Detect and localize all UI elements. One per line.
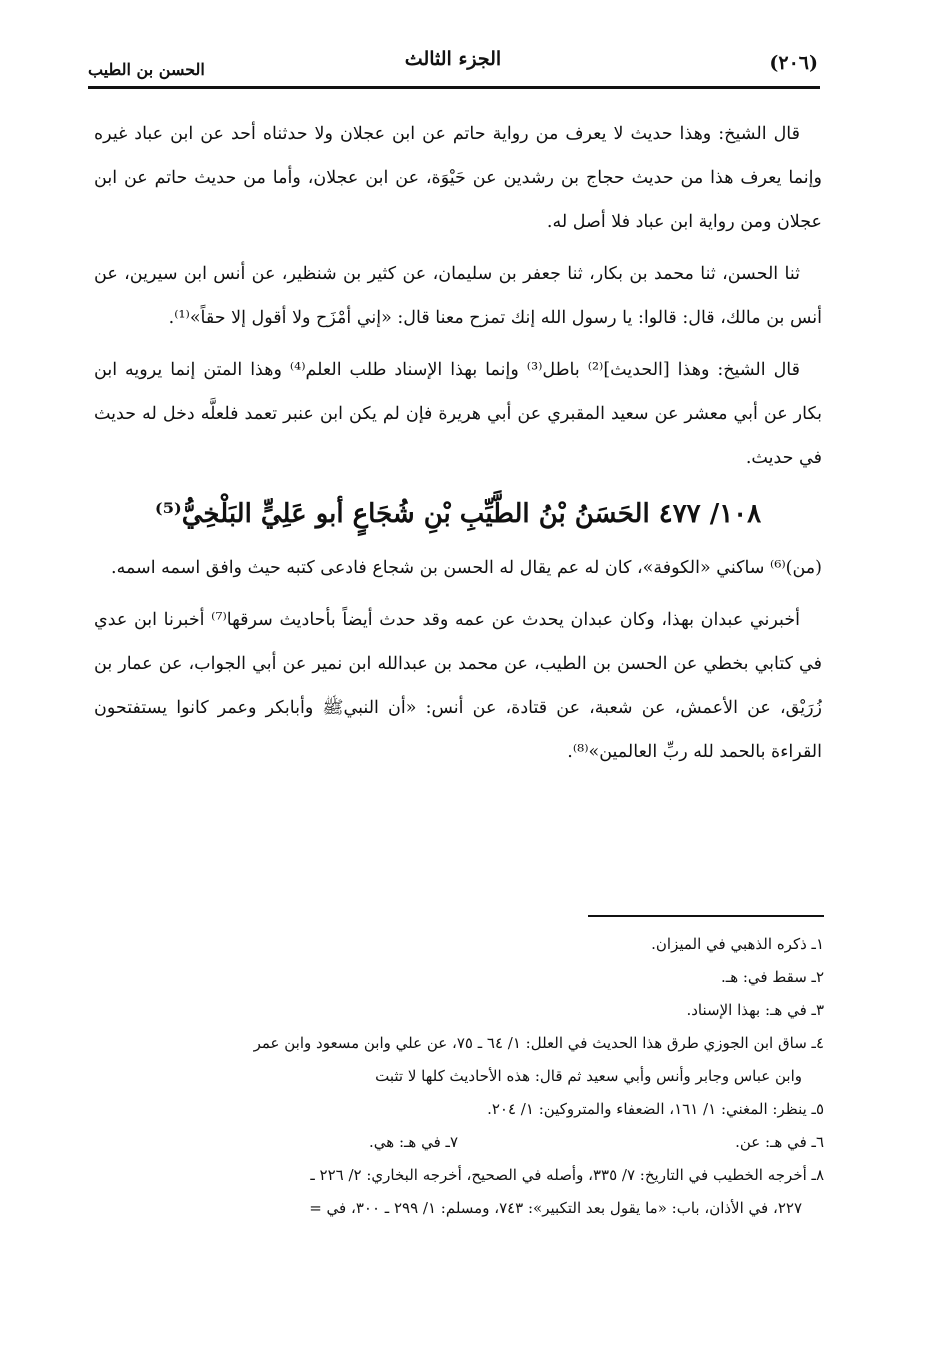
footnote-6: ٦ـ في هـ: عن.	[735, 1133, 824, 1151]
paragraph: (من)⁽⁶⁾ ساكني «الكوفة»، كان له عم يقال له الحسن بن شجاع فادعى كتبه حيث وافق اسمه اسمه.	[111, 558, 822, 578]
footnote-5: ٥ـ ينظر: المغني: ١/ ١٦١، الضعفاء والمتروكين: ١/ ٢٠٤.	[487, 1100, 824, 1118]
paragraph: قال الشيخ: وهذا حديث لا يعرف من رواية حاتم عن ابن عجلان ولا حدثناه أحد عن ابن عباد غيره وإنما يعرف هذا من حديث حجاج بن رشدين عن حَيْوَة، عن ابن عجلان، وأما من حديث حاتم عن ابن عجلان ومن رواية ابن عباد فلا أصل له.	[94, 124, 822, 232]
header-rule	[88, 86, 820, 89]
page-number: (٢٠٦)	[769, 52, 818, 74]
footnote-1: ١ـ ذكره الذهبي في الميزان.	[651, 935, 824, 953]
entry-running-title: الحسن بن الطيب	[88, 60, 205, 79]
footnote-2: ٢ـ سقط في: هـ.	[721, 968, 824, 986]
volume-title: الجزء الثالث	[404, 48, 502, 70]
footnote-4-continued: وابن عباس وجابر وأنس وأبي سعيد ثم قال: هذه الأحاديث كلها لا تثبت	[375, 1067, 802, 1085]
footnote-8: ٨ـ أخرجه الخطيب في التاريخ: ٧/ ٣٣٥، وأصله في الصحيح، أخرجه البخاري: ٢/ ٢٢٦ ـ	[310, 1166, 824, 1184]
footnote-4: ٤ـ ساق ابن الجوزي طرق هذا الحديث في العلل: ١/ ٦٤ ـ ٧٥، عن علي وابن مسعود وابن عمر	[253, 1034, 824, 1052]
footnote-7: ٧ـ في هـ: هي.	[369, 1133, 458, 1151]
main-text	[94, 112, 822, 782]
footnotes	[92, 928, 824, 1225]
footnote-row	[92, 1126, 824, 1159]
footnote-rule	[588, 915, 824, 917]
paragraph: ثنا الحسن، ثنا محمد بن بكار، ثنا جعفر بن سليمان، عن كثير بن شنظير، عن أنس ابن سيرين، عن أنس بن مالك، قال: قالوا: يا رسول الله إنك تمزح معنا قال: «إني أمْزَح ولا أقول إلا حقاً»⁽¹⁾.	[94, 264, 822, 328]
entry-title: ١٠٨/ ٤٧٧ الحَسَنُ بْنُ الطَّيِّبِ بْنِ شُجَاعٍ أبو عَلِيٍّ البَلْخِيُّ⁽⁵⁾	[154, 499, 762, 529]
running-header	[88, 46, 818, 82]
footnote-8-continued: ٢٢٧، في الأذان، باب: «ما يقول بعد التكبير»: ٧٤٣، ومسلم: ١/ ٢٩٩ ـ ٣٠٠، في =	[309, 1199, 802, 1217]
footnote-3: ٣ـ في هـ: بهذا الإسناد.	[686, 1001, 824, 1019]
paragraph: قال الشيخ: وهذا [الحديث]⁽²⁾ باطل⁽³⁾ وإنما بهذا الإسناد طلب العلم⁽⁴⁾ وهذا المتن إنما يرويه ابن بكار عن أبي معشر عن سعيد المقبري عن أبي هريرة فإن لم يكن ابن عنبر تعمد فلعلَّه دخل له حديث في حديث.	[94, 360, 822, 468]
paragraph: أخبرني عبدان بهذا، وكان عبدان يحدث عن عمه وقد حدث أيضاً بأحاديث سرقها⁽⁷⁾ أخبرنا ابن عدي في كتابي بخطي عن الحسن بن الطيب، عن محمد بن عبدالله ابن نمير عن أبي الجواب، عن عمار بن زُرَيْق، عن الأعمش، عن شعبة، عن قتادة، عن أنس: «أن النبيﷺ وأبابكر وعمر كانوا يستفتحون القراءة بالحمد لله ربِّ العالمين»⁽⁸⁾.	[94, 610, 822, 762]
